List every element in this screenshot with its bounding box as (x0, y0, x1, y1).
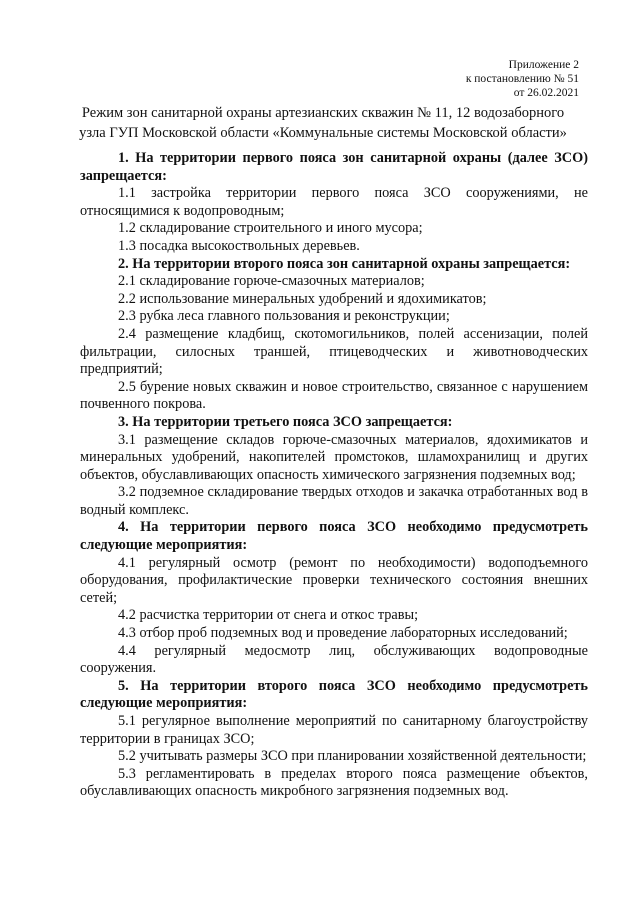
appendix-resolution: к постановлению № 51 (465, 73, 579, 85)
item-1-3: 1.3 посадка высокоствольных деревьев. (118, 237, 360, 254)
item-1-2: 1.2 складирование строительного и иного мусора; (118, 220, 423, 237)
document-body (80, 150, 588, 801)
document-title (60, 103, 586, 143)
item-3-2: 3.2 подземное складирование твердых отходов и закачка отработанных вод в водный комплекс. (80, 484, 588, 518)
item-2-1: 2.1 складирование горюче-смазочных материалов; (118, 273, 425, 290)
title-line-2: узла ГУП Московской области «Коммунальные системы Московской области» (79, 125, 567, 141)
section-1-heading: 1. На территории первого пояса зон санитарной охраны (далее ЗСО) запрещается: (80, 150, 588, 184)
appendix-header (466, 58, 579, 100)
item-2-4: 2.4 размещение кладбищ, скотомогильников, полей ассенизации, полей фильтрации, силосных траншей, птицеводческих и животноводческих предприятий; (80, 325, 588, 378)
title-line-1: Режим зон санитарной охраны артезианских скважин № 11, 12 водозаборного (81, 105, 565, 121)
item-1-1: 1.1 застройка территории первого пояса ЗСО сооружениями, не относящимися к водопроводным; (80, 185, 588, 219)
appendix-number: Приложение 2 (508, 59, 579, 71)
item-2-3: 2.3 рубка леса главного пользования и реконструкции; (118, 308, 450, 325)
item-4-1: 4.1 регулярный осмотр (ремонт по необходимости) водоподъемного оборудования, профилактические проверки технического состояния внешних сетей; (80, 554, 588, 606)
item-5-3: 5.3 регламентировать в пределах второго пояса размещение объектов, обуславливающих опасность микробного загрязнения подземных вод. (80, 765, 588, 800)
section-4-heading: 4. На территории первого пояса ЗСО необходимо предусмотреть следующие мероприятия: (80, 519, 588, 554)
item-3-1: 3.1 размещение складов горюче-смазочных материалов, ядохимикатов и минеральных удобрений, накопителей промстоков, шламохранилищ и других объектов, обуславливающих опасность химического загрязнения подземных вод; (80, 431, 588, 483)
item-4-4: 4.4 регулярный медосмотр лиц, обслуживающих водопроводные сооружения. (80, 642, 588, 677)
item-4-2: 4.2 расчистка территории от снега и откос травы; (118, 607, 419, 624)
item-2-2: 2.2 использование минеральных удобрений и ядохимикатов; (118, 290, 487, 307)
appendix-date: от 26.02.2021 (513, 87, 579, 99)
section-5-heading: 5. На территории второго пояса ЗСО необходимо предусмотреть следующие мероприятия: (80, 677, 588, 712)
item-2-5: 2.5 бурение новых скважин и новое строительство, связанное с нарушением почвенного покрова. (80, 378, 588, 413)
section-3-heading: 3. На территории третьего пояса ЗСО запрещается: (118, 413, 453, 430)
item-5-1: 5.1 регулярное выполнение мероприятий по санитарному благоустройству территории в границах ЗСО; (80, 713, 588, 747)
item-5-2: 5.2 учитывать размеры ЗСО при планировании хозяйственной деятельности; (118, 748, 587, 765)
item-4-3: 4.3 отбор проб подземных вод и проведение лабораторных исследований; (118, 625, 568, 642)
section-2-heading: 2. На территории второго пояса зон санитарной охраны запрещается: (118, 255, 571, 272)
